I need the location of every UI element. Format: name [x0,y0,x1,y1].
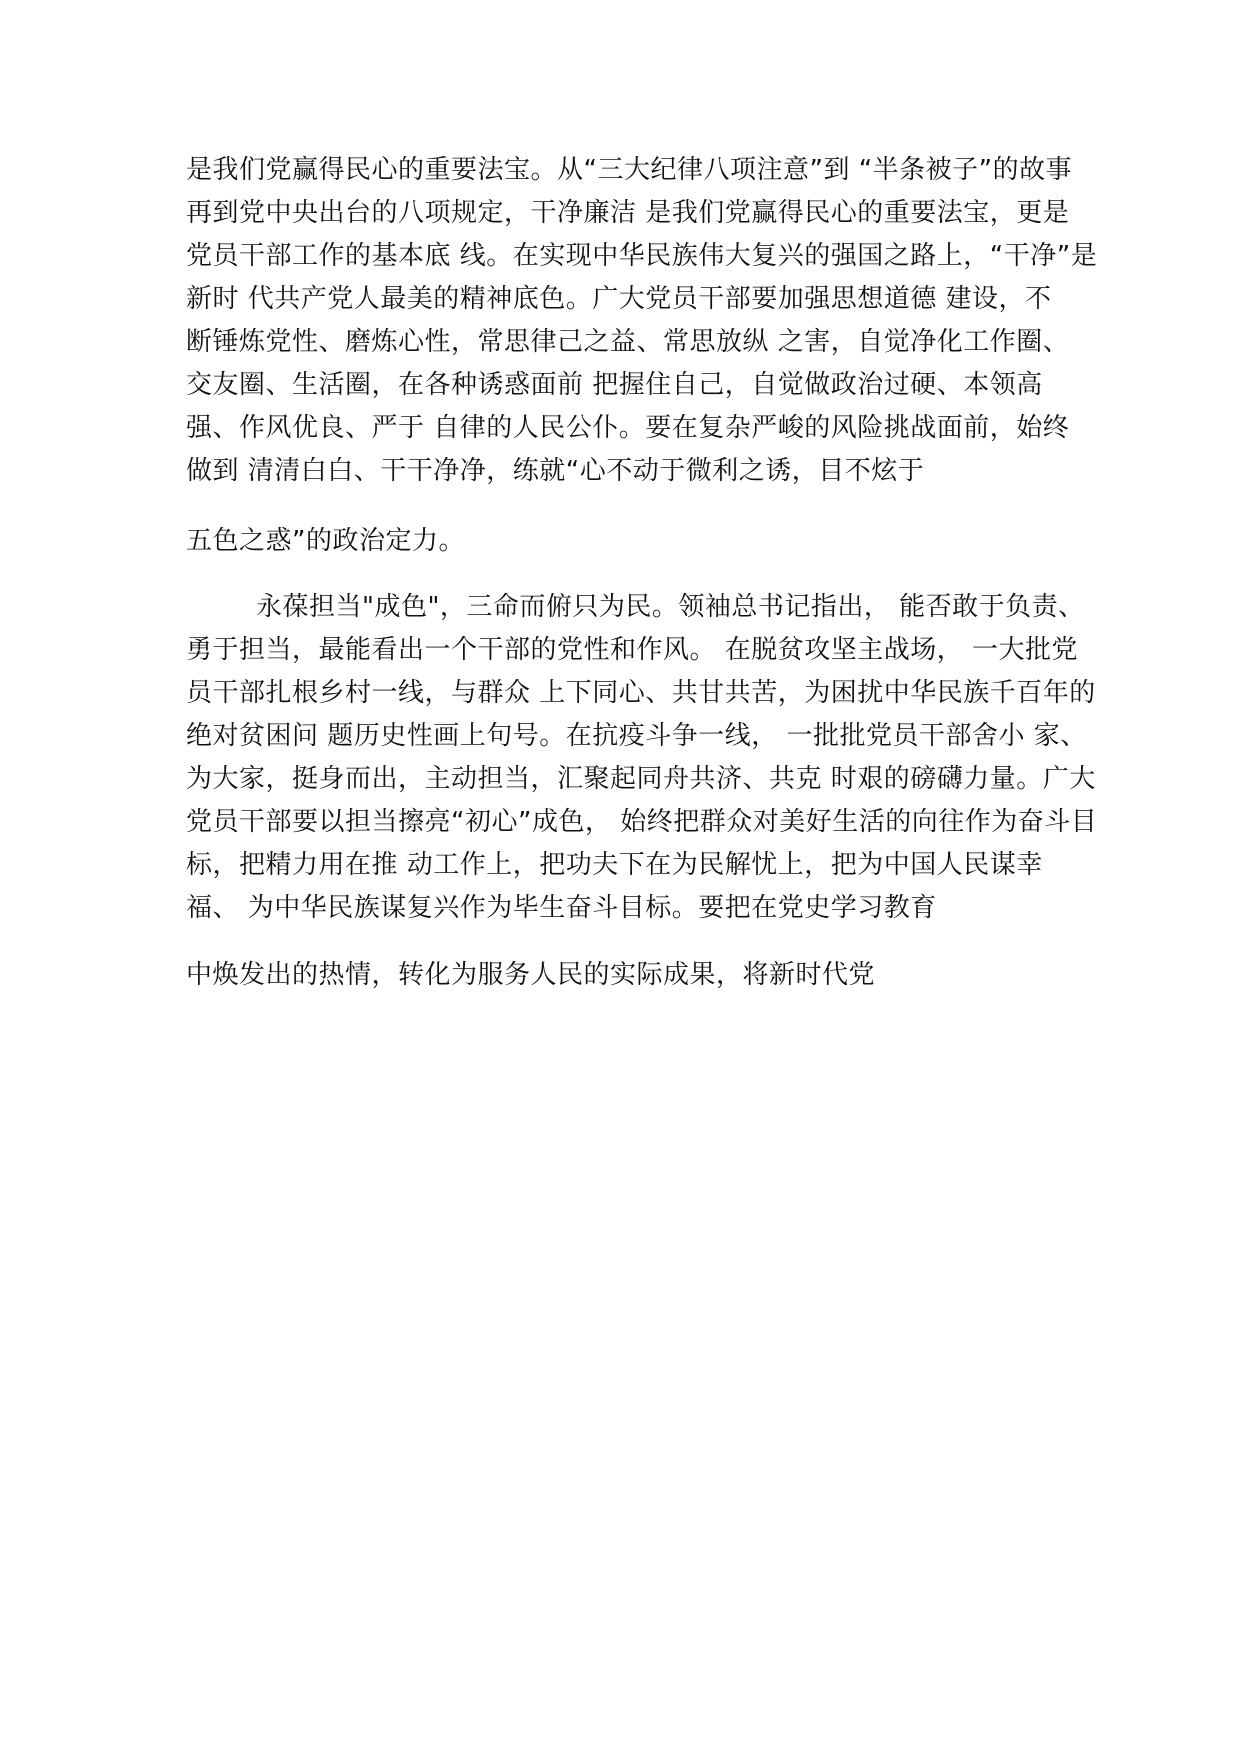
text-line: 做到 清清白白、干干净净，练就“心不动于微利之诱，目不炫于 [186,456,925,486]
text-line: 标，把精力用在推 动工作上，把功夫下在为民解忧上，把为中国人民谋幸 [186,850,1043,880]
text-line: 断锤炼党性、磨炼心性，常思律己之益、常思放纵 之害，自觉净化工作圈、 [186,327,1070,357]
text-line: 党员干部工作的基本底 线。在实现中华民族伟大复兴的强国之路上，“干净”是 [186,241,1098,271]
text-line: 福、 为中华民族谋复兴作为毕生奋斗目标。要把在党史学习教育 [186,893,937,923]
text-line: 中焕发出的热情，转化为服务人民的实际成果，将新时代党 [186,960,876,990]
text-line: 强、作风优良、严于 自律的人民公仆。要在复杂严峻的风险挑战面前，始终 [186,413,1070,443]
text-line: 永葆担当"成色"，三命而俯只为民。领袖总书记指出， 能否敢于负责、 [256,592,1085,622]
text-line: 绝对贫困问 题历史性画上句号。在抗疫斗争一线， 一批批党员干部舍小 家、 [186,721,1087,751]
text-line: 新时 代共产党人最美的精神底色。广大党员干部要加强思想道德 建设，不 [186,284,1052,314]
text-line: 是我们党赢得民心的重要法宝。从“三大纪律八项注意”到 “半条被子”的故事 [186,155,1073,185]
text-line: 五色之惑”的政治定力。 [186,526,465,556]
text-line: 为大家，挺身而出，主动担当，汇聚起同舟共济、共克 时艰的磅礴力量。广大 [186,764,1096,794]
text-line: 再到党中央出台的八项规定，干净廉洁 是我们党赢得民心的重要法宝，更是 [186,198,1070,228]
text-line: 交友圈、生活圈，在各种诱惑面前 把握住自己，自觉做政治过硬、本领高 [186,370,1043,400]
text-line: 员干部扎根乡村一线，与群众 上下同心、共甘共苦，为困扰中华民族千百年的 [186,678,1096,708]
text-line: 党员干部要以担当擦亮“初心”成色， 始终把群众对美好生活的向往作为奋斗目 [186,807,1098,837]
text-line: 勇于担当，最能看出一个干部的党性和作风。 在脱贫攻坚主战场， 一大批党 [186,635,1079,665]
